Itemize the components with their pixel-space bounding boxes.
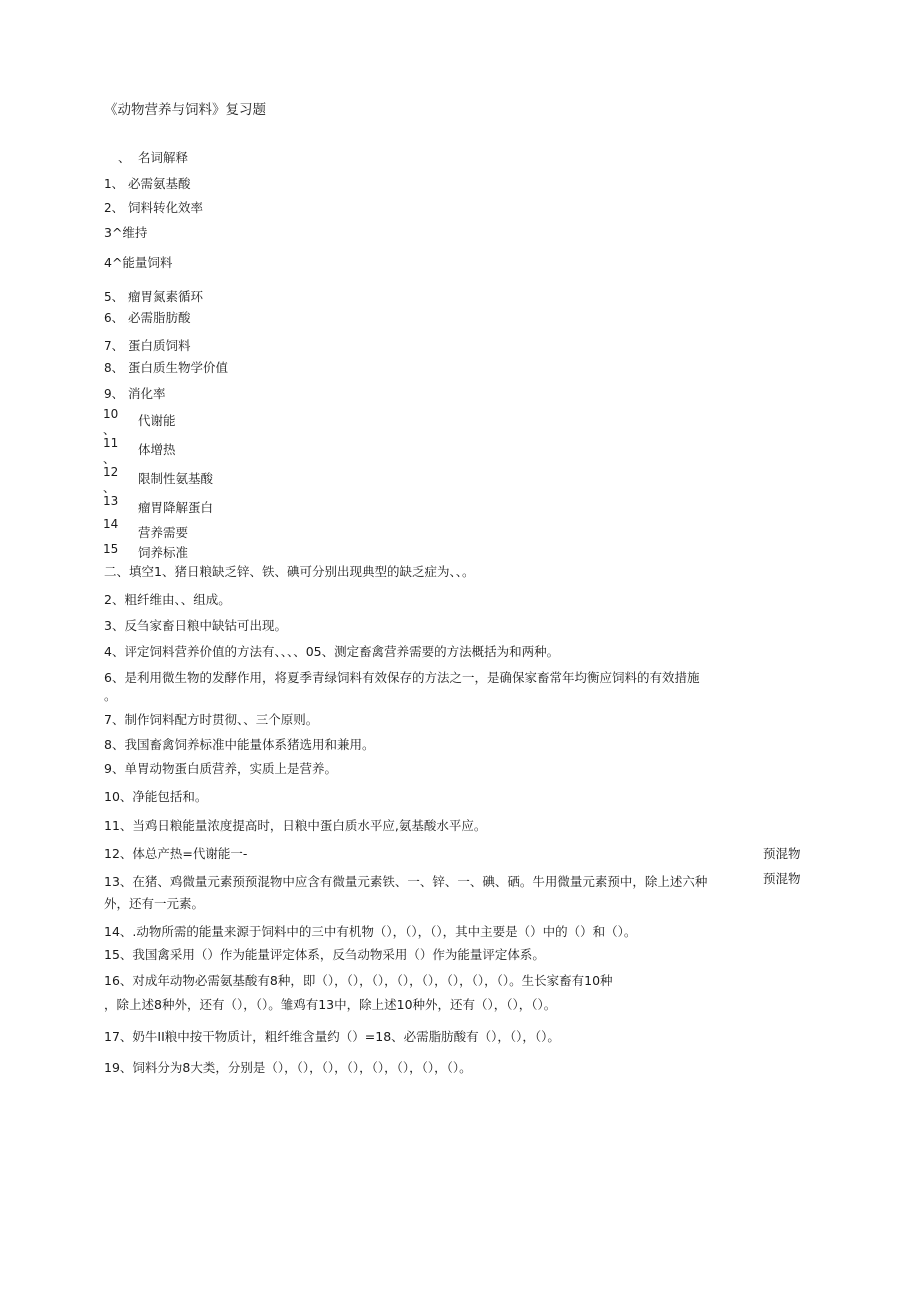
item-dot: 、: [103, 452, 116, 466]
section-heading: 名词解释: [138, 150, 189, 165]
term-item: 饲料转化效率: [128, 200, 204, 215]
fill-line: 8、我国畜禽饲养标准中能量体系猪选用和兼用。: [104, 737, 375, 752]
fill-line: 外，还有一元素。: [104, 896, 205, 911]
term-item: 蛋白质饲料: [128, 338, 191, 353]
item-number: 2、: [104, 201, 124, 215]
item-number: 8、: [104, 361, 124, 375]
item-number: 11: [103, 436, 119, 450]
fill-line: 15、我国禽采用（）作为能量评定体系，反刍动物采用（）作为能量评定体系。: [104, 947, 545, 962]
section-marker: 、: [118, 150, 131, 165]
item-number: 7、: [104, 339, 124, 353]
item-number: 15: [103, 542, 119, 556]
fill-line: 二、填空1、猪日粮缺乏锌、铁、碘可分别出现典型的缺乏症为、、。: [104, 564, 475, 579]
term-item: 饲养标准: [138, 545, 189, 560]
item-number: 12: [103, 465, 119, 479]
term-item: 蛋白质生物学价值: [128, 360, 229, 375]
fill-line: 10、净能包括和。: [104, 789, 208, 804]
fill-line: 12、体总产热=代谢能一-: [104, 846, 248, 861]
fill-line: 13、在猪、鸡微量元素预预混物中应含有微量元素铁、一、锌、一、碘、硒。牛用微量元素预中，除上述六种: [104, 874, 708, 889]
margin-note: 预混物: [763, 846, 801, 861]
term-item: 瘤胃降解蛋白: [138, 500, 214, 515]
item-dot: 、: [103, 481, 116, 495]
item-number: 13: [103, 494, 119, 508]
margin-note: 预混物: [763, 871, 801, 886]
term-item: 体增热: [138, 442, 176, 457]
fill-line: 6、是利用微生物的发酵作用，将夏季青绿饲料有效保存的方法之一，是确保家畜常年均衡应饲料的有效措施: [104, 670, 700, 685]
fill-line: 19、饲料分为8大类，分别是（），（），（），（），（），（），（），（）。: [104, 1060, 472, 1075]
fill-line: 2、粗纤维由、、组成。: [104, 592, 231, 607]
fill-line: 14、.动物所需的能量来源于饲料中的三中有机物（），（），（），其中主要是（）中的（）和（）。: [104, 924, 637, 939]
item-dot: 、: [103, 423, 116, 437]
item-number: 9、: [104, 387, 124, 401]
fill-line: 3、反刍家畜日粮中缺钴可出现。: [104, 618, 287, 633]
term-item: 必需氨基酸: [128, 176, 191, 191]
fill-line: 11、当鸡日粮能量浓度提高时，日粮中蛋白质水平应,氨基酸水平应。: [104, 818, 487, 833]
term-item: 必需脂肪酸: [128, 310, 191, 325]
item-number: 14: [103, 517, 119, 531]
term-item: 瘤胃氮素循环: [128, 289, 204, 304]
item-number: 1、: [104, 177, 124, 191]
item-number: 6、: [104, 311, 124, 325]
term-item: 限制性氨基酸: [138, 471, 214, 486]
item-number: 10: [103, 407, 119, 421]
term-item: 3^维持: [104, 225, 148, 240]
fill-line: 7、制作饲料配方时贯彻、、三个原则。: [104, 712, 319, 727]
fill-line: 16、对成年动物必需氨基酸有8种，即（），（），（），（），（），（），（），（）。生长家畜有10种: [104, 973, 613, 988]
fill-line: 4、评定饲料营养价值的方法有、、、、05、测定畜禽营养需要的方法概括为和两种。: [104, 644, 560, 659]
term-item: 消化率: [128, 386, 166, 401]
page-title: 《动物营养与饲料》复习题: [104, 102, 266, 118]
term-item: 营养需要: [138, 525, 189, 540]
fill-line: 。: [104, 688, 117, 703]
fill-line: 17、奶牛II粮中按干物质计，粗纤维含量约（）=18、必需脂肪酸有（），（），（）。: [104, 1029, 560, 1044]
term-item: 代谢能: [138, 413, 176, 428]
fill-line: 9、单胃动物蛋白质营养，实质上是营养。: [104, 761, 337, 776]
fill-line: ，除上述8种外，还有（），（）。雏鸡有13中，除上述10种外，还有（），（），（）。: [104, 997, 557, 1012]
term-item: 4^能量饲料: [104, 255, 173, 270]
item-number: 5、: [104, 290, 124, 304]
